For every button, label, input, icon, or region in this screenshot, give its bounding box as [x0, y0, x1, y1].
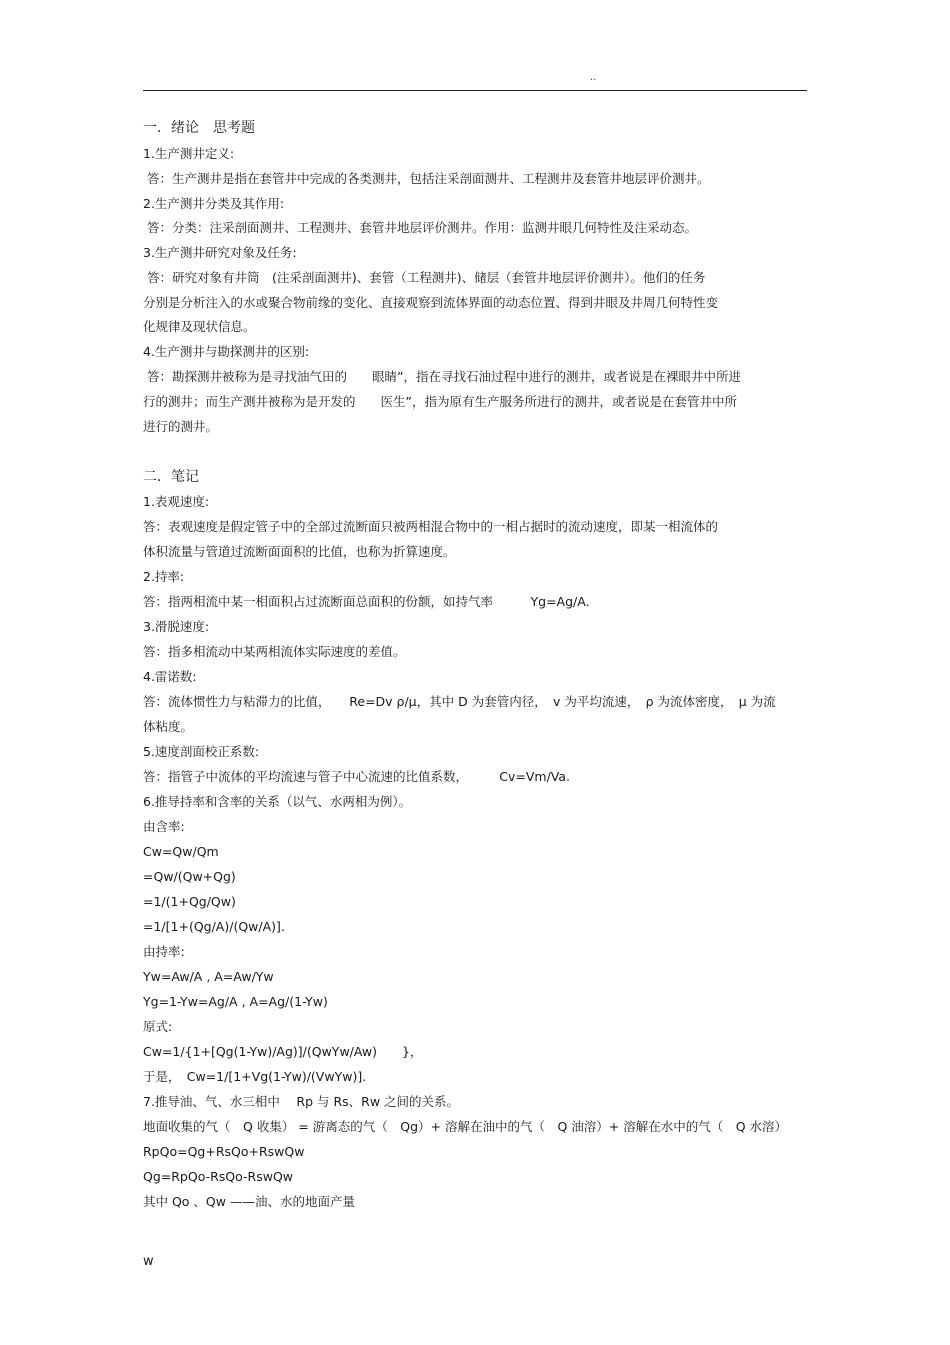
formula-line: Yg=1-Yw=Ag/A , A=Ag/(1-Yw)	[143, 994, 328, 1009]
derivation-line: 由持率:	[143, 944, 185, 959]
note-5-title: 5.速度剖面校正系数:	[143, 744, 260, 759]
note-4-answer-line-1: 答：流体惯性力与粘滞力的比值， Re=Dv ρ/μ，其中 D 为套管内径， v 为平均流速， ρ 为流体密度， μ 为流	[143, 694, 776, 709]
header-rule	[143, 90, 807, 91]
answer-3-line-3: 化规律及现状信息。	[143, 319, 256, 334]
formula-line: =1/(1+Qg/Qw)	[143, 894, 236, 909]
note-3-answer: 答：指多相流动中某两相流体实际速度的差值。	[143, 644, 406, 659]
formula-line: Cw=1/{1+[Qg(1-Yw)/Ag)]/(QwYw/Aw) }，	[143, 1044, 423, 1059]
answer-4-line-1: 答：勘探测井被称为是寻找油气田的 眼睛”，指在寻找石油过程中进行的测井，或者说是在裸眼井中所进	[147, 369, 741, 384]
note-4-title: 4.雷诺数:	[143, 669, 197, 684]
answer-4-line-2: 行的测井；而生产测井被称为是开发的 医生”，指为原有生产服务所进行的测井，或者说是在套管井中所	[143, 394, 737, 409]
question-2: 2.生产测井分类及其作用:	[143, 196, 285, 211]
section-heading-1: 一．绪论 思考题	[143, 120, 255, 136]
note-7-title: 7.推导油、气、水三相中 Rp 与 Rs、Rw 之间的关系。	[143, 1094, 460, 1109]
footer-mark: w	[143, 1254, 154, 1269]
answer-1: 答：生产测井是指在套管井中完成的各类测井，包括注采剖面测井、工程测井及套管井地层评价测井。	[147, 171, 710, 186]
answer-3-line-2: 分别是分析注入的水或聚合物前缘的变化、直接观察到流体界面的动态位置、得到井眼及井周几何特性变	[143, 295, 719, 310]
formula-line: RpQo=Qg+RsQo+RswQw	[143, 1144, 305, 1159]
header-mark: ..	[590, 72, 597, 83]
formula-line: =Qw/(Qw+Qg)	[143, 869, 236, 884]
note-6-title: 6.推导持率和含率的关系（以气、水两相为例）。	[143, 794, 412, 809]
formula-line: =1/[1+(Qg/A)/(Qw/A)].	[143, 919, 285, 934]
note-1-answer-line-2: 体积流量与管道过流断面面积的比值，也称为折算速度。	[143, 544, 456, 559]
note-3-title: 3.滑脱速度:	[143, 619, 210, 634]
note-4-answer-line-2: 体粘度。	[143, 719, 194, 734]
answer-4-line-3: 进行的测井。	[143, 419, 219, 434]
answer-2: 答：分类：注采剖面测井、工程测井、套管井地层评价测井。作用：监测井眼几何特性及注采动态。	[147, 220, 698, 235]
section-heading-2: 二．笔记	[143, 469, 199, 485]
question-3: 3.生产测井研究对象及任务:	[143, 245, 297, 260]
derivation-line: 原式:	[143, 1019, 173, 1034]
note-5-answer: 答：指管子中流体的平均流速与管子中心流速的比值系数， Cv=Vm/Va.	[143, 769, 571, 784]
note-2-answer: 答：指两相流中某一相面积占过流断面总面积的份额，如持气率 Yg=Ag/A.	[143, 594, 590, 609]
derivation-line: 由含率:	[143, 819, 185, 834]
question-1: 1.生产测井定义:	[143, 146, 235, 161]
formula-line: 于是， Cw=1/[1+Vg(1-Yw)/(VwYw)].	[143, 1069, 367, 1084]
note-2-title: 2.持率:	[143, 569, 185, 584]
answer-3-line-1: 答：研究对象有井筒 (注采剖面测井)、套管（工程测井)、储层（套管井地层评价测井）。他们的任务	[147, 270, 706, 285]
definition-line: 其中 Qo 、Qw ——油、水的地面产量	[143, 1194, 355, 1209]
question-4: 4.生产测井与勘探测井的区别:	[143, 344, 310, 359]
formula-line: Cw=Qw/Qm	[143, 844, 219, 859]
note-1-answer-line-1: 答：表观速度是假定管子中的全部过流断面只被两相混合物中的一相占据时的流动速度，即某一相流体的	[143, 519, 719, 534]
note-1-title: 1.表观速度:	[143, 494, 210, 509]
gas-balance-line: 地面收集的气（ Q 收集） = 游离态的气（ Qg）+ 溶解在油中的气（ Q 油溶）+ 溶解在水中的气（ Q 水溶）	[143, 1119, 788, 1134]
formula-line: Qg=RpQo-RsQo-RswQw	[143, 1169, 294, 1184]
formula-line: Yw=Aw/A , A=Aw/Yw	[143, 969, 274, 984]
